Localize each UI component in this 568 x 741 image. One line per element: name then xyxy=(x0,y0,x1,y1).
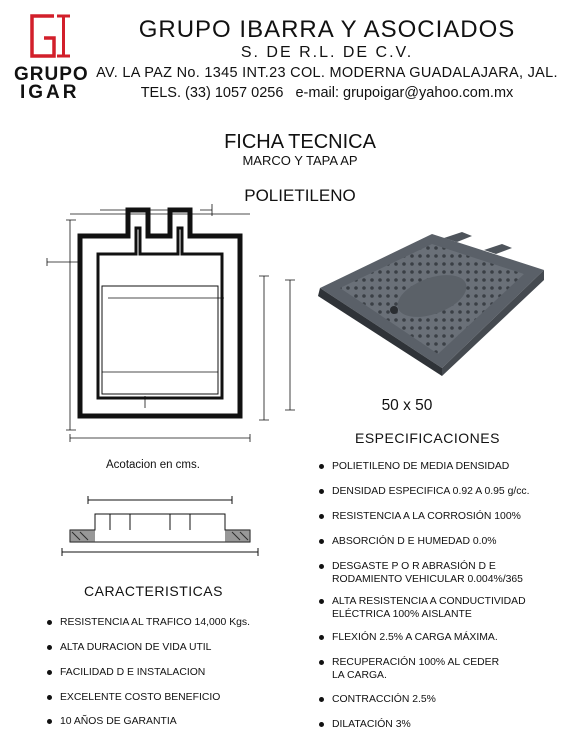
feature-item: RESISTENCIA AL TRAFICO 14,000 Kgs. xyxy=(60,617,250,628)
feature-item: FACILIDAD D E INSTALACION xyxy=(60,667,206,678)
logo-text-igar: IGAR xyxy=(20,82,80,103)
spec-item: DESGASTE P O R ABRASIÓN D E RODAMIENTO VEHICULAR 0.004%/365 xyxy=(332,561,523,585)
company-address: AV. LA PAZ No. 1345 INT.23 COL. MODERNA GUADALAJARA, JAL. xyxy=(96,65,558,81)
spec-item: DENSIDAD ESPECIFICA 0.92 A 0.95 g/cc. xyxy=(332,486,530,497)
product-size-label: 50 x 50 xyxy=(381,397,433,414)
feature-item: 10 AÑOS DE GARANTIA xyxy=(60,716,177,727)
plan-view-drawing xyxy=(40,200,300,450)
company-logo-mark xyxy=(24,12,74,60)
material-heading: POLIETILENO xyxy=(244,186,356,205)
company-legal-type: S. DE R.L. DE C.V. xyxy=(240,44,414,61)
logo-text-grupo: GRUPO xyxy=(14,64,89,85)
spec-item: ALTA RESISTENCIA A CONDUCTIVIDAD ELÉCTRICA 100% AISLANTE xyxy=(332,596,526,620)
company-email[interactable]: e-mail: grupoigar@yahoo.com.mx xyxy=(295,85,514,101)
spec-item: RESISTENCIA A LA CORROSIÓN 100% xyxy=(332,511,521,522)
caracteristicas-title: CARACTERISTICAS xyxy=(84,583,223,599)
spec-item: RECUPERACIÓN 100% AL CEDER LA CARGA. xyxy=(332,657,500,681)
company-contact xyxy=(86,85,568,101)
company-name: GRUPO IBARRA Y ASOCIADOS xyxy=(138,16,516,43)
spec-item: DILATACIÓN 3% xyxy=(332,719,411,730)
spec-item: FLEXIÓN 2.5% A CARGA MÁXIMA. xyxy=(332,632,498,643)
spec-item: CONTRACCIÓN 2.5% xyxy=(332,694,436,705)
feature-item: ALTA DURACION DE VIDA UTIL xyxy=(60,642,212,653)
company-phones: TELS. (33) 1057 0256 xyxy=(140,85,284,101)
spec-item: POLIETILENO DE MEDIA DENSIDAD xyxy=(332,461,510,472)
feature-item: EXCELENTE COSTO BENEFICIO xyxy=(60,692,221,703)
spec-item: ABSORCIÓN D E HUMEDAD 0.0% xyxy=(332,536,497,547)
especificaciones-title: ESPECIFICACIONES xyxy=(355,430,500,446)
product-photo xyxy=(312,228,552,378)
acotacion-note: Acotacion en cms. xyxy=(106,459,200,471)
document-title: FICHA TECNICA xyxy=(224,131,376,153)
document-subtitle: MARCO Y TAPA AP xyxy=(242,153,358,168)
section-view-drawing xyxy=(60,490,260,560)
